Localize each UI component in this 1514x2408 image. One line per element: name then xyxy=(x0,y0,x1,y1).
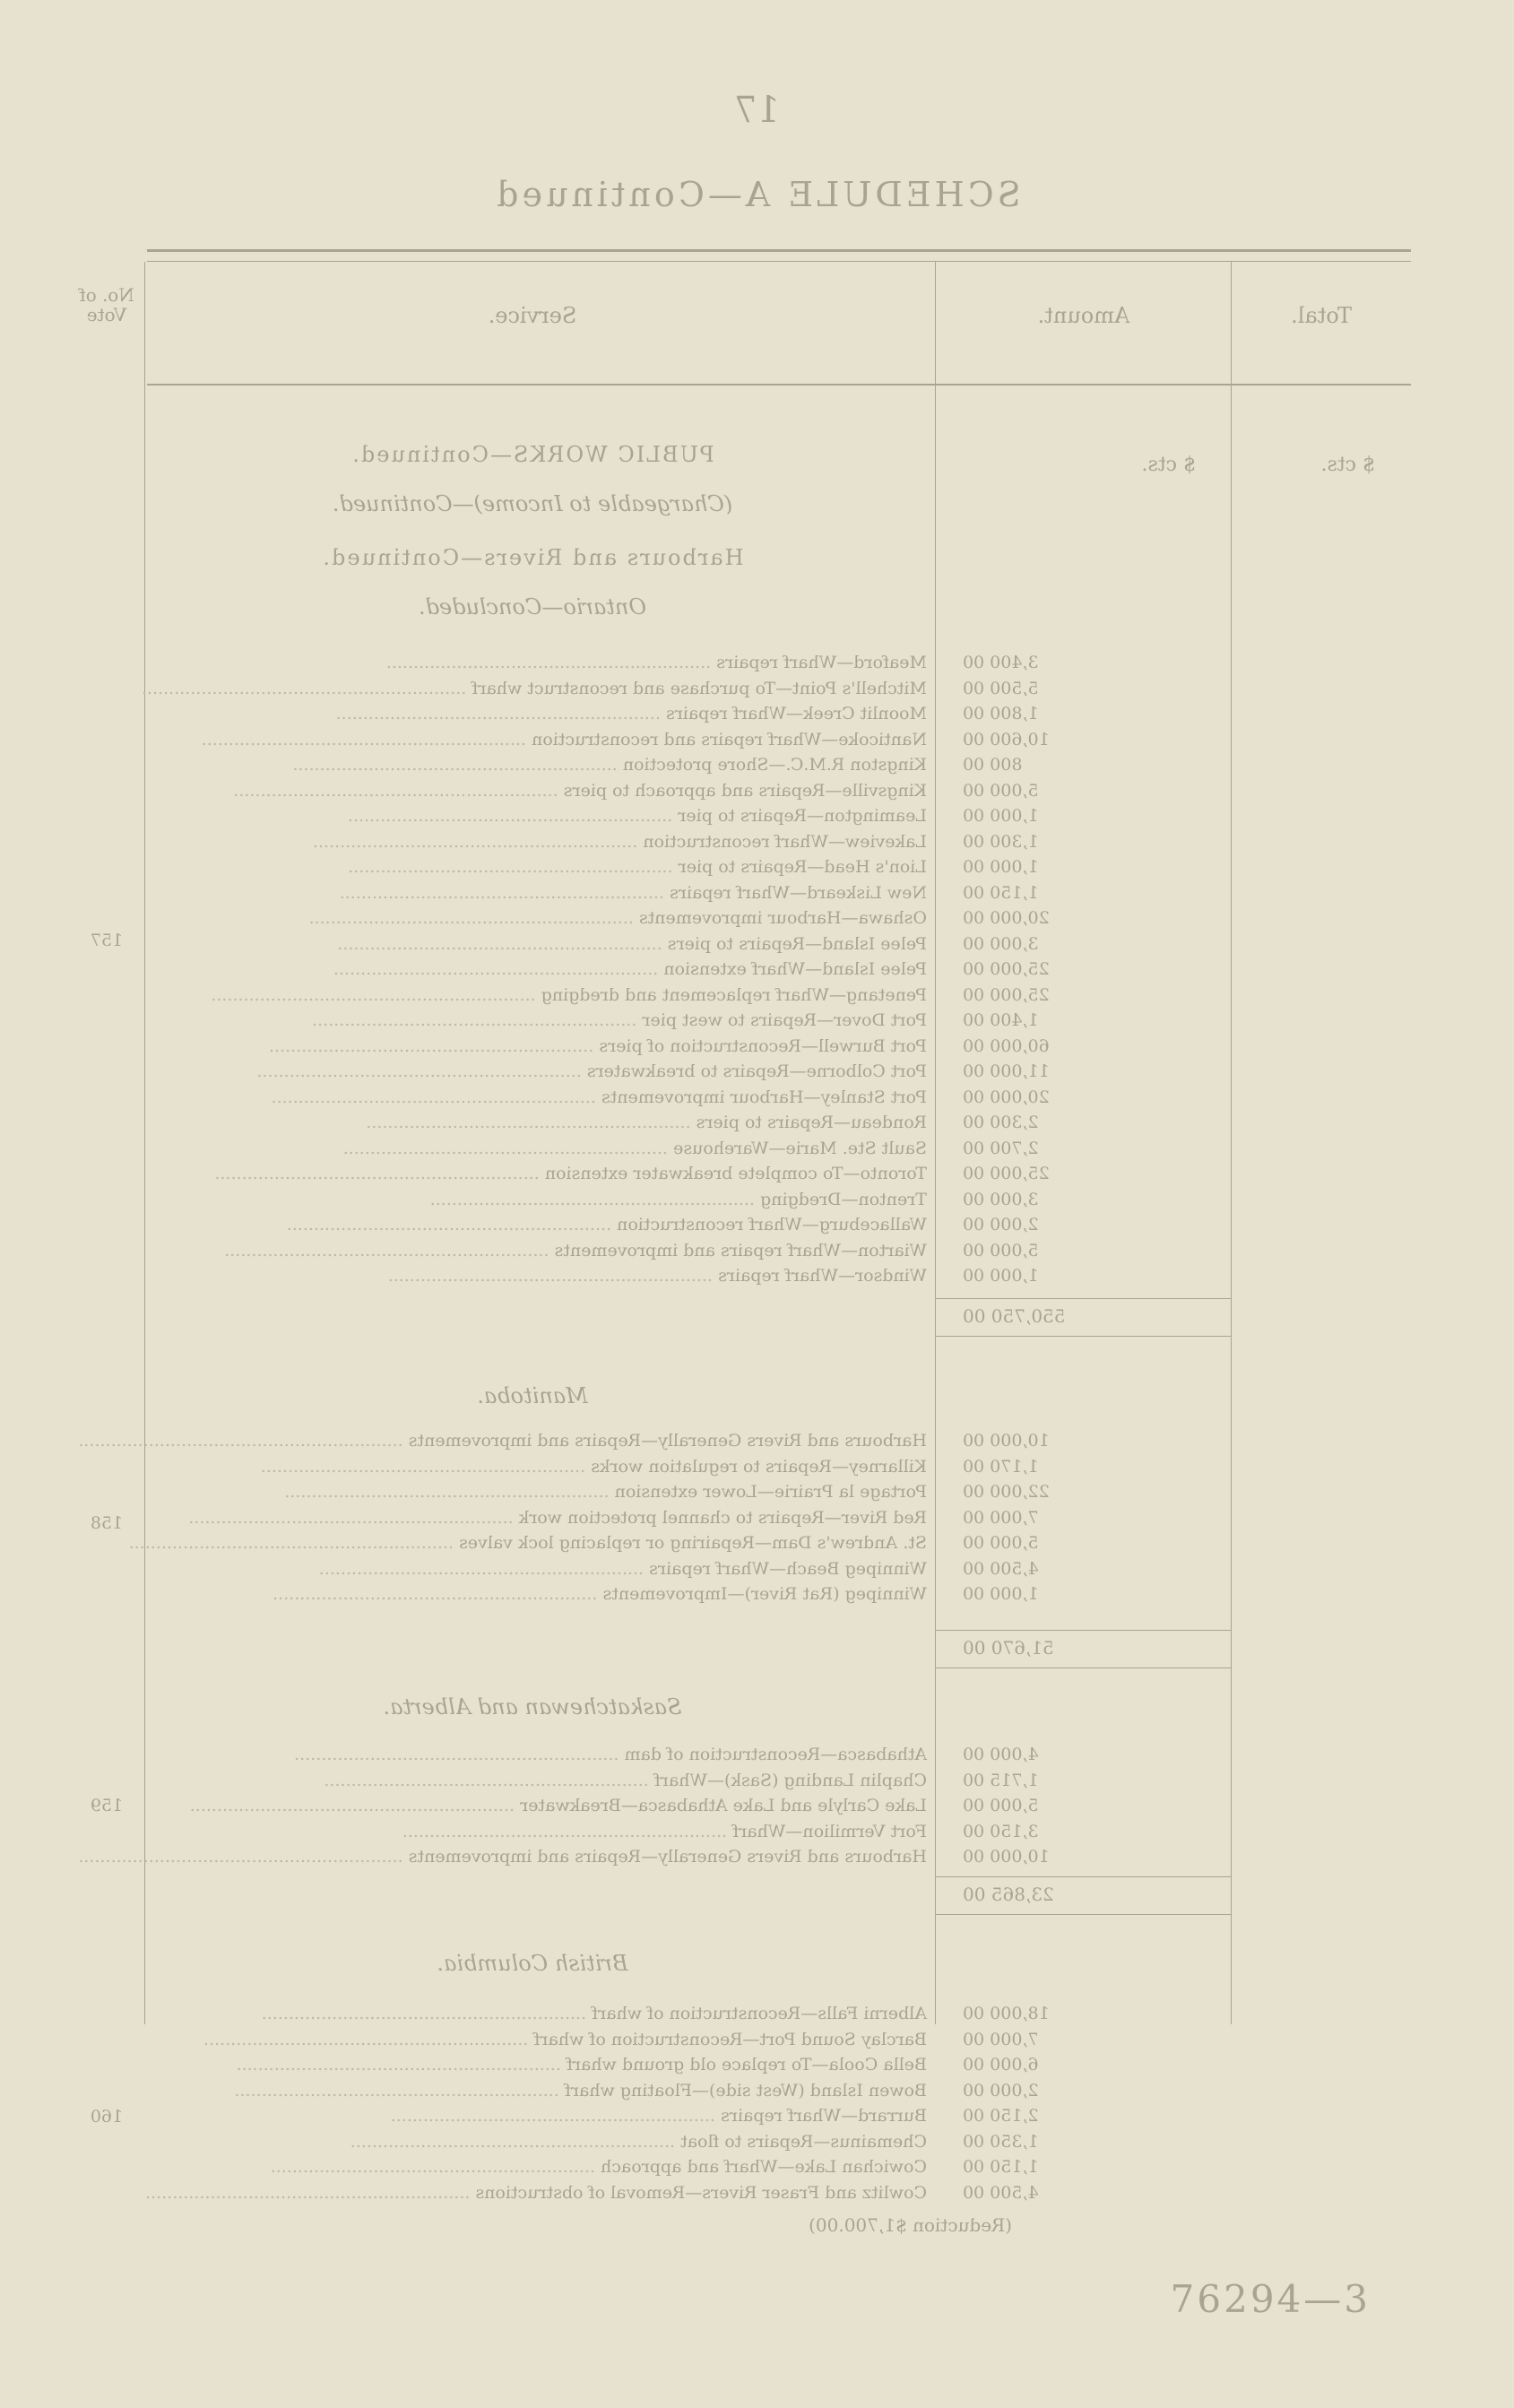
row-service-label: Fort Vermilion—Wharf xyxy=(732,1821,927,1841)
leader-dots: ............................................................ xyxy=(284,1482,615,1502)
leader-dots: ............................................................ xyxy=(385,653,717,672)
row-service-label: Penetang—Wharf replacement and dredging xyxy=(541,984,927,1005)
row-amount: 7,000 00 xyxy=(963,2029,1039,2049)
row-amount: 3,000 00 xyxy=(963,1189,1039,1209)
row-service-label: Chaplin Landing (Sask)—Wharf xyxy=(653,1770,927,1790)
table-row xyxy=(147,2132,1411,2158)
heading-british-columbia: British Columbia. xyxy=(437,1951,628,1976)
row-service-label: Barclay Sound Port—Reconstruction of wharf xyxy=(533,2029,927,2049)
row-service-label: Rondeau—Repairs to piers xyxy=(696,1113,927,1132)
row-amount: 60,000 00 xyxy=(963,1035,1050,1056)
row-service-label: Red River—Repairs to channel protection work xyxy=(518,1507,927,1528)
table-row xyxy=(147,653,1411,679)
row-service-label: Windsor—Wharf repairs xyxy=(718,1266,927,1286)
leader-dots: ............................................................ xyxy=(234,2080,565,2101)
row-service-label: Bowen Island (West side)—Floating wharf xyxy=(564,2080,927,2101)
row-amount: 10,600 00 xyxy=(963,729,1050,749)
row-service xyxy=(138,730,927,749)
row-amount: 18,000 00 xyxy=(963,2004,1050,2023)
row-amount: 1,000 00 xyxy=(963,1266,1039,1286)
table-row xyxy=(147,1584,1411,1610)
row-service-label: New Liskeard—Wharf repairs xyxy=(670,882,927,903)
leader-dots: ............................................................ xyxy=(339,882,670,903)
row-amount: 5,500 00 xyxy=(963,678,1039,698)
leader-dots: ............................................................ xyxy=(211,984,541,1005)
row-service xyxy=(138,1796,927,1815)
leader-dots: ............................................................ xyxy=(189,1796,521,1815)
row-service xyxy=(138,781,927,801)
row-amount: 10,000 00 xyxy=(963,1431,1050,1451)
row-service-label: Lakeview—Wharf reconstruction xyxy=(643,831,927,852)
table-row xyxy=(147,1036,1411,1062)
row-service xyxy=(138,1215,927,1234)
row-service-label: Harbours and Rivers Generally—Repairs and improvements xyxy=(408,1847,927,1867)
leader-dots: ............................................................ xyxy=(260,1456,592,1477)
leader-dots: ............................................................ xyxy=(268,1035,600,1056)
schedule-title: SCHEDULE A—Continued xyxy=(493,175,1021,214)
row-amount: 11,000 00 xyxy=(963,1061,1050,1081)
row-service xyxy=(138,1584,927,1604)
table-row xyxy=(147,1457,1411,1483)
leader-dots: ............................................................ xyxy=(236,2055,567,2075)
leader-dots: ............................................................ xyxy=(387,1266,719,1286)
row-service xyxy=(138,985,927,1005)
row-amount: 3,000 00 xyxy=(963,933,1039,954)
row-service xyxy=(138,679,927,698)
row-amount: 25,000 00 xyxy=(963,1164,1050,1183)
leader-dots: ............................................................ xyxy=(312,1010,643,1030)
row-service xyxy=(138,1508,927,1528)
table-row xyxy=(147,832,1411,858)
row-service xyxy=(138,2132,927,2152)
row-service-label: Leamington—Repairs to pier xyxy=(678,806,927,826)
row-service-label: Meaford—Wharf repairs xyxy=(716,653,927,672)
heading-public-works: PUBLIC WORKS—Continued. xyxy=(350,442,714,467)
row-amount: 3,400 00 xyxy=(963,653,1039,672)
row-amount: 20,000 00 xyxy=(963,1087,1050,1107)
header-rule xyxy=(147,384,1411,385)
subtotal-rule xyxy=(936,1630,1232,1631)
row-service xyxy=(138,2157,927,2177)
row-service-label: Cowlitz and Fraser Rivers—Removal of obstructions xyxy=(475,2182,927,2203)
row-service xyxy=(138,1087,927,1107)
row-service xyxy=(138,806,927,826)
row-service xyxy=(78,1847,927,1867)
leader-dots: ............................................................ xyxy=(256,1061,587,1081)
row-service-label: Alberni Falls—Reconstruction of wharf xyxy=(592,2004,927,2023)
row-amount: 22,000 00 xyxy=(963,1482,1050,1502)
vote-number-saskatchewan: 159 xyxy=(90,1796,124,1815)
row-service-label: Sault Ste. Marie—Warehouse xyxy=(673,1138,927,1158)
subtotal-rule xyxy=(936,1298,1232,1299)
subtotal-rule xyxy=(936,1667,1232,1668)
table-row xyxy=(147,985,1411,1011)
row-service xyxy=(138,1745,927,1764)
row-service-label: Port Stanley—Harbour improvements xyxy=(601,1087,927,1107)
page-number: 17 xyxy=(734,90,780,131)
subtotal-manitoba: 51,670 00 xyxy=(963,1637,1054,1659)
leader-dots: ............................................................ xyxy=(203,2029,534,2049)
table-row xyxy=(78,1847,1411,1873)
heading-saskatchewan: Saskatchewan and Alberta. xyxy=(383,1694,682,1719)
leader-dots: ............................................................ xyxy=(273,1584,603,1604)
row-service-label: Toronto—To complete breakwater extension xyxy=(544,1164,927,1183)
row-service-label: Lion's Head—Repairs to pier xyxy=(678,857,927,877)
table-row xyxy=(147,2081,1411,2107)
row-service xyxy=(138,704,927,723)
row-service-label: Burrard—Wharf repairs xyxy=(721,2106,927,2126)
leader-dots: ............................................................ xyxy=(429,1189,761,1209)
table-row xyxy=(147,959,1411,985)
row-amount: 10,000 00 xyxy=(963,1847,1050,1867)
row-amount: 2,300 00 xyxy=(963,1113,1039,1132)
row-service xyxy=(138,2106,927,2126)
table-row xyxy=(128,1533,1411,1559)
row-amount: 1,000 00 xyxy=(963,1584,1039,1604)
leader-dots: ............................................................ xyxy=(214,1164,545,1183)
leader-dots: ............................................................ xyxy=(78,1847,409,1867)
table-row xyxy=(147,1482,1411,1508)
row-service-label: Kingsville—Repairs and approach to piers xyxy=(563,780,927,801)
leader-dots: ............................................................ xyxy=(350,2131,681,2152)
footnote-reduction: (Reduction $1,700.00) xyxy=(809,2214,1012,2236)
row-service xyxy=(138,1113,927,1132)
row-amount: 25,000 00 xyxy=(963,959,1050,979)
heading-manitoba: Manitoba. xyxy=(477,1383,588,1408)
row-service xyxy=(138,2183,927,2203)
leader-dots: ............................................................ xyxy=(308,908,639,928)
row-amount: 1,000 00 xyxy=(963,857,1039,877)
units-total: $ cts. xyxy=(1320,454,1375,476)
leader-dots: ............................................................ xyxy=(261,2004,593,2023)
subtotal-ontario: 550,750 00 xyxy=(963,1305,1066,1327)
row-service-label: Kingston R.M.C.—Shore protection xyxy=(622,755,927,775)
subtotal-rule xyxy=(936,1914,1232,1915)
table-row xyxy=(147,908,1411,934)
row-service xyxy=(138,653,927,672)
leader-dots: ............................................................ xyxy=(318,1558,650,1579)
row-service xyxy=(138,832,927,852)
row-amount: 25,000 00 xyxy=(963,984,1050,1005)
row-amount: 5,000 00 xyxy=(963,1533,1039,1553)
row-service-label: Killarney—Repairs to regulation works xyxy=(591,1456,927,1477)
leader-dots: ............................................................ xyxy=(342,1138,674,1158)
table-row xyxy=(147,1010,1411,1036)
row-amount: 3,150 00 xyxy=(963,1821,1039,1841)
row-amount: 5,000 00 xyxy=(963,780,1039,801)
row-amount: 4,000 00 xyxy=(963,1745,1039,1764)
leader-dots: ............................................................ xyxy=(348,857,679,877)
leader-dots: ............................................................ xyxy=(292,755,623,775)
table-row xyxy=(147,704,1411,730)
row-service-label: Athabasca—Reconstruction of dam xyxy=(624,1745,927,1764)
heading-chargeable: (Chargeable to Income)—Continued. xyxy=(332,491,733,516)
row-service xyxy=(138,1061,927,1081)
table-row xyxy=(147,1061,1411,1087)
units-amount: $ cts. xyxy=(1141,454,1196,476)
table-row xyxy=(147,781,1411,807)
heading-ontario: Ontario—Concluded. xyxy=(418,594,647,619)
row-service-label: Pelee Island—Repairs to piers xyxy=(667,933,927,954)
row-service-label: Moonlit Creek—Wharf repairs xyxy=(666,704,927,723)
table-row xyxy=(147,934,1411,960)
vote-number-ontario: 157 xyxy=(90,931,124,950)
row-service xyxy=(138,2055,927,2075)
table-row xyxy=(141,678,1411,705)
row-service xyxy=(138,1139,927,1158)
row-service-label: Port Dover—Repairs to west pier xyxy=(642,1010,927,1030)
row-amount: 1,300 00 xyxy=(963,831,1039,852)
row-amount: 1,170 00 xyxy=(963,1456,1039,1477)
row-amount: 800 00 xyxy=(963,755,1023,775)
table-row xyxy=(147,1771,1411,1797)
row-amount: 2,000 00 xyxy=(963,2080,1039,2101)
subtotal-rule xyxy=(936,1336,1232,1337)
row-service xyxy=(138,857,927,877)
schedule-table xyxy=(78,249,1411,2024)
row-amount: 2,700 00 xyxy=(963,1138,1039,1158)
header-amount: Amount. xyxy=(1037,303,1130,328)
leader-dots: ............................................................ xyxy=(402,1821,733,1841)
table-row xyxy=(147,2183,1411,2209)
vote-number-british-columbia: 160 xyxy=(90,2107,124,2126)
table-row xyxy=(147,1113,1411,1139)
row-amount: 1,150 00 xyxy=(963,882,1039,903)
leader-dots: ............................................................ xyxy=(390,2106,722,2126)
row-service xyxy=(138,1190,927,1209)
row-service xyxy=(138,959,927,979)
row-service-label: Port Colborne—Repairs to breakwaters xyxy=(586,1061,927,1081)
row-service xyxy=(138,1241,927,1260)
row-service-label: Winnipeg (Rat River)—Improvements xyxy=(602,1584,927,1604)
leader-dots: ............................................................ xyxy=(294,1745,625,1764)
vote-number-manitoba: 158 xyxy=(90,1513,124,1533)
leader-dots: ............................................................ xyxy=(128,1533,460,1553)
row-service xyxy=(138,2081,927,2101)
row-service xyxy=(138,1036,927,1056)
leader-dots: ............................................................ xyxy=(286,1215,618,1234)
leader-dots: ............................................................ xyxy=(188,1507,519,1528)
table-row xyxy=(147,1822,1411,1848)
leader-dots: ............................................................ xyxy=(271,1087,601,1107)
table-row xyxy=(147,806,1411,832)
table-row xyxy=(147,2055,1411,2081)
leader-dots: ............................................................ xyxy=(233,780,564,801)
row-amount: 5,000 00 xyxy=(963,1240,1039,1260)
table-row xyxy=(147,2157,1411,2183)
row-service xyxy=(138,1822,927,1841)
table-row xyxy=(147,1164,1411,1190)
table-row xyxy=(147,1190,1411,1216)
row-service-label: Trenton—Dredging xyxy=(760,1189,927,1209)
table-row xyxy=(78,1431,1411,1457)
row-service-label: Bella Coola—To replace old ground wharf xyxy=(566,2055,927,2075)
row-service xyxy=(138,755,927,775)
row-service xyxy=(138,934,927,954)
table-row xyxy=(147,1745,1411,1771)
row-service xyxy=(138,1482,927,1502)
row-amount: 1,400 00 xyxy=(963,1010,1039,1030)
row-service xyxy=(78,1431,927,1451)
row-service xyxy=(138,1559,927,1579)
subtotal-saskatchewan: 23,865 00 xyxy=(963,1884,1054,1905)
leader-dots: ............................................................ xyxy=(270,2157,601,2177)
leader-dots: ............................................................ xyxy=(312,831,644,852)
row-amount: 5,000 00 xyxy=(963,1796,1039,1815)
row-service xyxy=(138,2004,927,2023)
header-vote-number: No. of Vote xyxy=(79,284,134,325)
table-row xyxy=(147,1087,1411,1113)
printer-signature: 76294—3 xyxy=(1170,2277,1371,2321)
row-service-label: Wallaceburg—Wharf reconstruction xyxy=(617,1215,927,1234)
header-total: Total. xyxy=(1291,303,1352,328)
table-row xyxy=(147,1508,1411,1534)
row-amount: 2,150 00 xyxy=(963,2106,1039,2126)
row-service-label: St. Andrew's Dam—Repairing or replacing lock valves xyxy=(459,1533,927,1553)
row-service xyxy=(138,1010,927,1030)
table-row xyxy=(147,1796,1411,1822)
table-row xyxy=(147,1266,1411,1292)
ontario-rows xyxy=(141,653,1411,1292)
row-service-label: Harbours and Rivers Generally—Repairs and improvements xyxy=(408,1431,927,1451)
leader-dots: ............................................................ xyxy=(335,704,666,723)
leader-dots: ............................................................ xyxy=(333,959,664,979)
table-row xyxy=(147,755,1411,781)
table-row xyxy=(147,730,1411,756)
table-row xyxy=(147,857,1411,883)
leader-dots: ............................................................ xyxy=(347,806,679,826)
row-service-label: Portage la Prairie—Lower extension xyxy=(614,1482,927,1502)
row-service xyxy=(138,2030,927,2049)
british-columbia-rows xyxy=(147,2004,1411,2208)
row-service-label: Oshawa—Harbour improvements xyxy=(638,908,927,928)
row-amount: 4,500 00 xyxy=(963,2182,1039,2203)
leader-dots: ............................................................ xyxy=(141,678,472,698)
heading-harbours: Harbours and Rivers—Continued. xyxy=(321,545,744,570)
row-amount: 20,000 00 xyxy=(963,908,1050,928)
leader-dots: ............................................................ xyxy=(224,1240,555,1260)
row-service xyxy=(138,1164,927,1183)
row-service-label: Lake Carlyle and Lake Athabasca—Breakwater xyxy=(520,1796,927,1815)
row-amount: 1,800 00 xyxy=(963,704,1039,723)
row-service-label: Cowichan Lake—Wharf and approach xyxy=(601,2157,927,2177)
row-amount: 1,350 00 xyxy=(963,2131,1039,2152)
row-amount: 1,000 00 xyxy=(963,806,1039,826)
row-service-label: Nanticoke—Wharf repairs and reconstruction xyxy=(532,729,927,749)
leader-dots: ............................................................ xyxy=(337,933,668,954)
row-service xyxy=(128,1533,927,1553)
table-row xyxy=(147,2106,1411,2132)
row-service-label: Mitchell's Point—To purchase and reconstruct wharf xyxy=(472,678,927,698)
leader-dots: ............................................................ xyxy=(201,729,532,749)
row-service-label: Port Burwell—Reconstruction of piers xyxy=(599,1035,927,1056)
table-row xyxy=(147,1559,1411,1585)
leader-dots: ............................................................ xyxy=(366,1113,696,1132)
leader-dots: ............................................................ xyxy=(324,1770,654,1790)
table-row xyxy=(147,1139,1411,1165)
row-amount: 7,000 00 xyxy=(963,1507,1039,1528)
table-row xyxy=(147,1241,1411,1267)
header-service: Service. xyxy=(488,303,577,328)
table-row xyxy=(147,2004,1411,2030)
table-top-rule xyxy=(147,249,1411,262)
row-service xyxy=(138,1771,927,1790)
row-amount: 1,150 00 xyxy=(963,2157,1039,2177)
row-service-label: Winnipeg Beach—Wharf repairs xyxy=(649,1558,927,1579)
row-amount: 2,000 00 xyxy=(963,1215,1039,1234)
row-service-label: Wiarton—Wharf repairs and improvements xyxy=(554,1240,927,1260)
row-amount: 6,000 00 xyxy=(963,2055,1039,2075)
row-service xyxy=(138,883,927,903)
table-row xyxy=(147,2030,1411,2056)
row-amount: 1,715 00 xyxy=(963,1770,1039,1790)
table-row xyxy=(147,883,1411,909)
table-row xyxy=(147,1215,1411,1241)
leader-dots: ............................................................ xyxy=(145,2182,476,2203)
row-service xyxy=(138,1457,927,1477)
row-service xyxy=(138,908,927,928)
row-service-label: Pelee Island—Wharf extension xyxy=(663,959,927,979)
row-service-label: Chemainus—Repairs to float xyxy=(680,2131,927,2152)
leader-dots: ............................................................ xyxy=(78,1431,409,1451)
subtotal-rule xyxy=(936,1876,1232,1877)
row-amount: 4,500 00 xyxy=(963,1558,1039,1579)
row-service xyxy=(138,1266,927,1286)
